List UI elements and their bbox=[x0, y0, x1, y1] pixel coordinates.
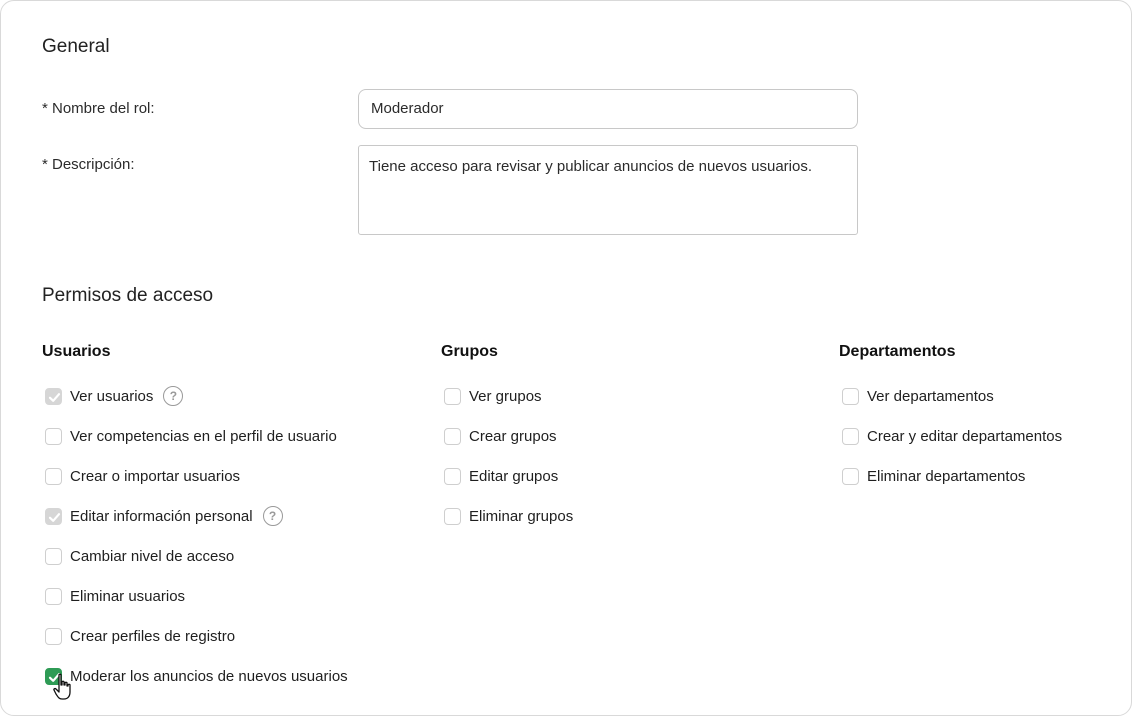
checkbox[interactable] bbox=[45, 548, 62, 565]
role-name-label: * Nombre del rol: bbox=[42, 100, 155, 117]
permission-ver-departamentos[interactable] bbox=[842, 385, 994, 407]
column-header-grupos: Grupos bbox=[441, 343, 498, 360]
permission-label: Moderar los anuncios de nuevos usuarios bbox=[70, 667, 348, 685]
checkbox[interactable] bbox=[444, 428, 461, 445]
permission-label: Eliminar grupos bbox=[469, 507, 574, 525]
check-icon bbox=[48, 511, 61, 524]
permission-crear-perfiles-registro[interactable] bbox=[45, 625, 235, 647]
permission-editar-grupos[interactable] bbox=[444, 465, 558, 487]
checkbox-disabled-checked[interactable] bbox=[45, 508, 62, 525]
permission-label: Crear perfiles de registro bbox=[70, 627, 236, 645]
checkbox[interactable] bbox=[45, 628, 62, 645]
permission-crear-grupos[interactable] bbox=[444, 425, 557, 447]
permission-label: Crear o importar usuarios bbox=[70, 467, 241, 485]
permissions-column-grupos bbox=[441, 343, 821, 525]
role-description-textarea[interactable]: Tiene acceso para revisar y publicar anuncios de nuevos usuarios. bbox=[358, 145, 858, 235]
permission-ver-grupos[interactable] bbox=[444, 385, 542, 407]
permission-ver-competencias[interactable] bbox=[45, 425, 337, 447]
checkbox[interactable] bbox=[45, 428, 62, 445]
permissions-column-usuarios bbox=[42, 343, 422, 685]
permission-cambiar-nivel-acceso[interactable] bbox=[45, 545, 234, 567]
checkbox[interactable] bbox=[842, 428, 859, 445]
permission-label: Crear y editar departamentos bbox=[867, 427, 1063, 445]
permission-eliminar-departamentos[interactable] bbox=[842, 465, 1025, 487]
help-icon[interactable]: ? bbox=[163, 386, 183, 406]
permission-editar-info-personal[interactable] bbox=[45, 505, 283, 527]
permission-eliminar-usuarios[interactable] bbox=[45, 585, 185, 607]
permission-moderar-anuncios[interactable] bbox=[45, 665, 348, 687]
permissions-column-departamentos bbox=[839, 343, 1132, 485]
permission-label: Ver competencias en el perfil de usuario bbox=[70, 427, 337, 445]
check-icon bbox=[48, 391, 61, 404]
checkbox[interactable] bbox=[444, 388, 461, 405]
checkbox[interactable] bbox=[842, 388, 859, 405]
hand-cursor-icon bbox=[53, 673, 73, 701]
role-description-label: * Descripción: bbox=[42, 156, 135, 173]
permission-crear-editar-departamentos[interactable] bbox=[842, 425, 1062, 447]
permissions-section-title: Permisos de acceso bbox=[42, 285, 214, 306]
permission-crear-importar-usuarios[interactable] bbox=[45, 465, 240, 487]
permission-label: Editar información personal bbox=[70, 507, 253, 525]
checkbox[interactable] bbox=[842, 468, 859, 485]
checkbox[interactable] bbox=[444, 508, 461, 525]
column-header-usuarios: Usuarios bbox=[42, 343, 111, 360]
permission-label: Ver departamentos bbox=[867, 387, 994, 405]
help-icon[interactable]: ? bbox=[263, 506, 283, 526]
column-header-departamentos: Departamentos bbox=[839, 343, 956, 360]
permission-label: Editar grupos bbox=[469, 467, 559, 485]
general-section-title: General bbox=[42, 36, 110, 57]
permission-label: Ver grupos bbox=[469, 387, 542, 405]
permission-ver-usuarios[interactable] bbox=[45, 385, 183, 407]
checkbox-disabled-checked[interactable] bbox=[45, 388, 62, 405]
role-name-input[interactable]: Moderador bbox=[358, 89, 858, 129]
permission-label: Eliminar departamentos bbox=[867, 467, 1026, 485]
checkbox[interactable] bbox=[444, 468, 461, 485]
permission-label: Ver usuarios bbox=[70, 387, 154, 405]
checkbox[interactable] bbox=[45, 468, 62, 485]
permission-eliminar-grupos[interactable] bbox=[444, 505, 573, 527]
checkbox[interactable] bbox=[45, 588, 62, 605]
permission-label: Crear grupos bbox=[469, 427, 557, 445]
permission-label: Eliminar usuarios bbox=[70, 587, 186, 605]
permission-label: Cambiar nivel de acceso bbox=[70, 547, 235, 565]
